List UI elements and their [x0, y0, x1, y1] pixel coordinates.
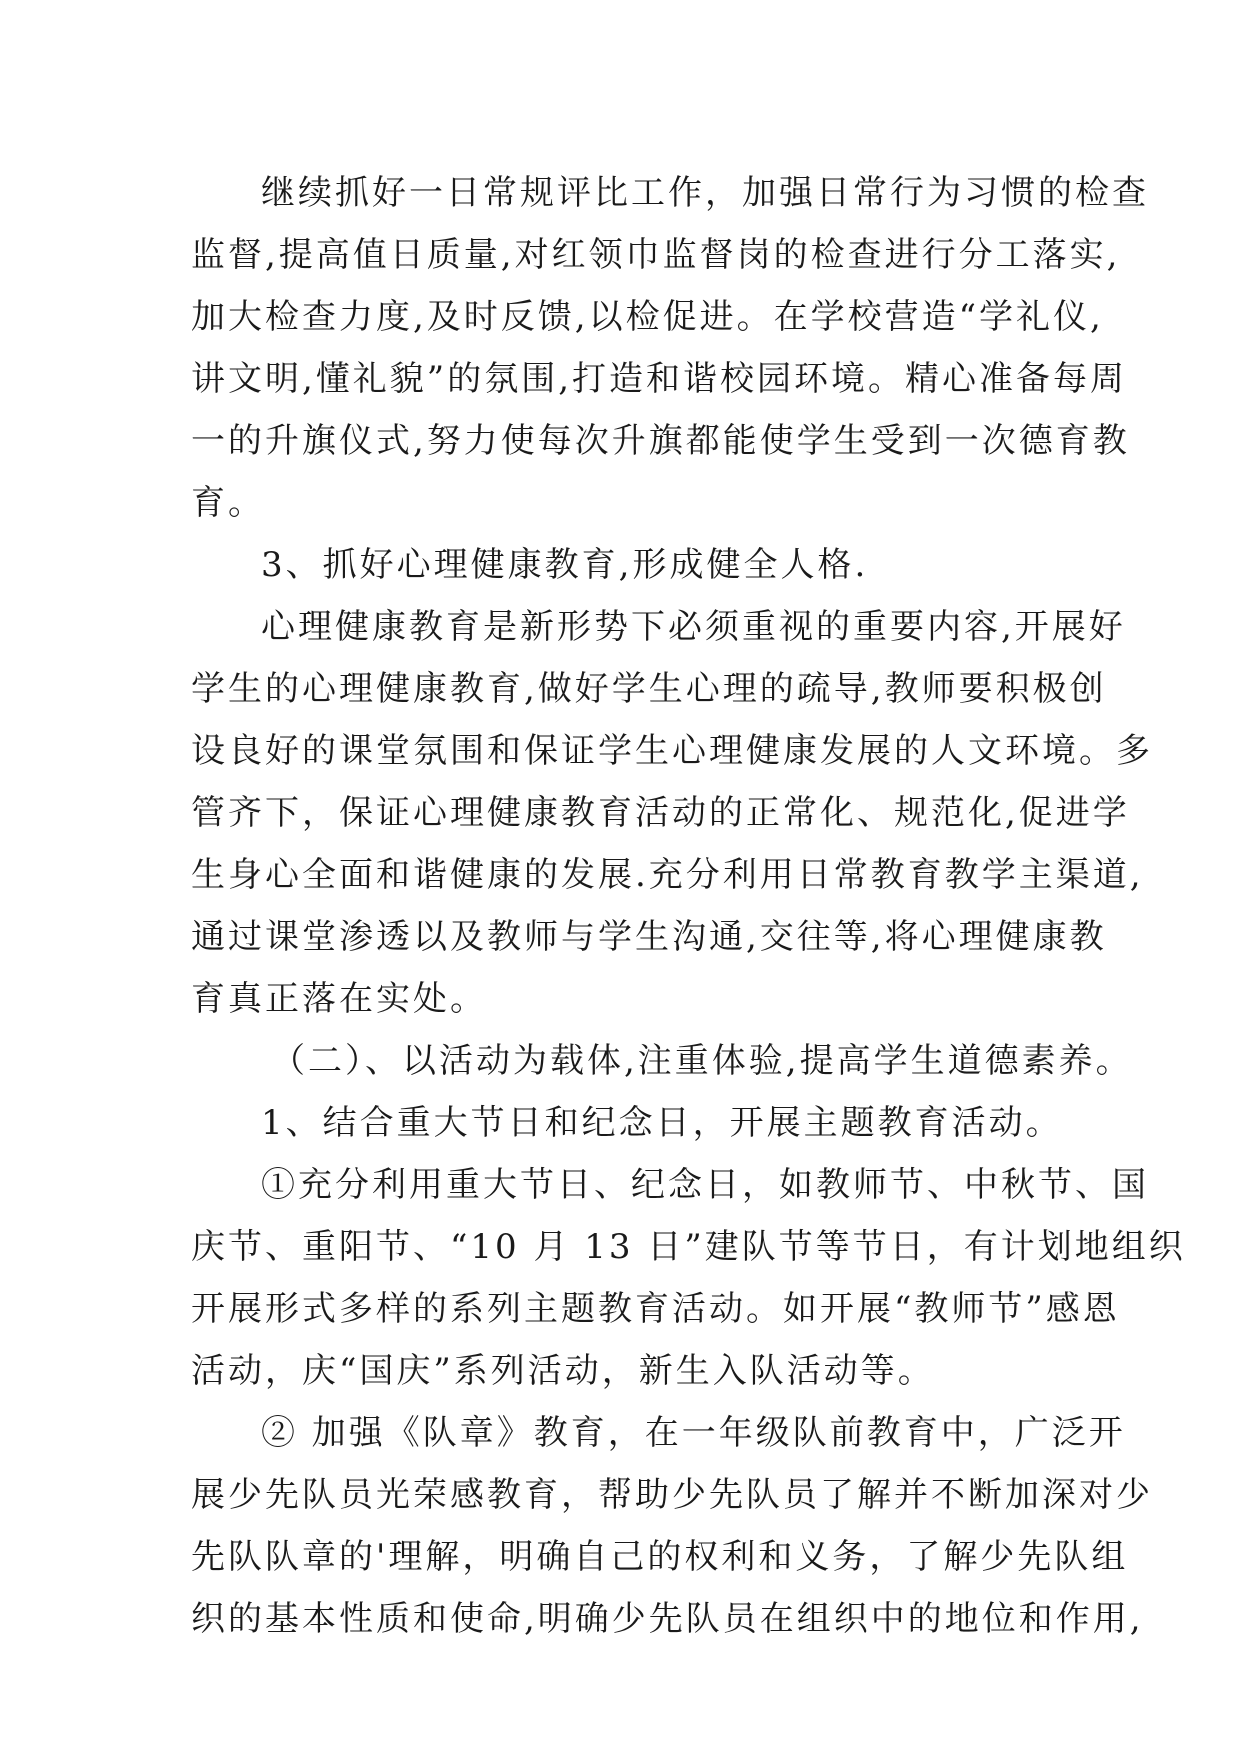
- paragraph-line: 活动，庆“国庆”系列活动，新生入队活动等。: [191, 1351, 935, 1391]
- paragraph-line: 通过课堂渗透以及教师与学生沟通,交往等,将心理健康教: [191, 917, 1107, 957]
- document-body: [191, 162, 1186, 1650]
- paragraph-line: 庆节、重阳节、“10 月 13 日”建队节等节日，有计划地组织: [191, 1227, 1186, 1267]
- paragraph-line: 心理健康教育是新形势下必须重视的重要内容,开展好: [261, 607, 1126, 647]
- section-heading: 1、结合重大节日和纪念日，开展主题教育活动。: [261, 1103, 1063, 1143]
- paragraph-line: 育。: [191, 483, 265, 523]
- paragraph-line: 监督,提高值日质量,对红领巾监督岗的检查进行分工落实,: [191, 235, 1121, 275]
- paragraph-line: 继续抓好一日常规评比工作，加强日常行为习惯的检查: [261, 173, 1149, 213]
- paragraph-line: 生身心全面和谐健康的发展.充分利用日常教育教学主渠道,: [191, 855, 1144, 895]
- paragraph-line: 展少先队员光荣感教育，帮助少先队员了解并不断加深对少: [191, 1475, 1153, 1515]
- paragraph-line: 管齐下，保证心理健康教育活动的正常化、规范化,促进学: [191, 793, 1130, 833]
- paragraph-line: ② 加强《队章》教育，在一年级队前教育中，广泛开: [261, 1413, 1126, 1453]
- paragraph-line: 加大检查力度,及时反馈,以检促进。在学校营造“学礼仪,: [191, 297, 1104, 337]
- paragraph-line: 讲文明,懂礼貌”的氛围,打造和谐校园环境。精心准备每周: [191, 359, 1127, 399]
- paragraph-line: 育真正落在实处。: [191, 979, 487, 1019]
- paragraph-line: 学生的心理健康教育,做好学生心理的疏导,教师要积极创: [191, 669, 1107, 709]
- paragraph-line: 织的基本性质和使命,明确少先队员在组织中的地位和作用,: [191, 1599, 1144, 1639]
- section-heading: 3、抓好心理健康教育,形成健全人格.: [261, 545, 869, 585]
- paragraph-line: ①充分利用重大节日、纪念日，如教师节、中秋节、国: [261, 1165, 1149, 1205]
- paragraph-line: 一的升旗仪式,努力使每次升旗都能使学生受到一次德育教: [191, 421, 1130, 461]
- paragraph-line: 开展形式多样的系列主题教育活动。如开展“教师节”感恩: [191, 1289, 1120, 1329]
- paragraph-line: 设良好的课堂氛围和保证学生心理健康发展的人文环境。多: [191, 731, 1153, 771]
- paragraph-line: 先队队章的'理解，明确自己的权利和义务，了解少先队组: [191, 1537, 1129, 1577]
- section-heading: （二）、以活动为载体,注重体验,提高学生道德素养。: [271, 1041, 1133, 1081]
